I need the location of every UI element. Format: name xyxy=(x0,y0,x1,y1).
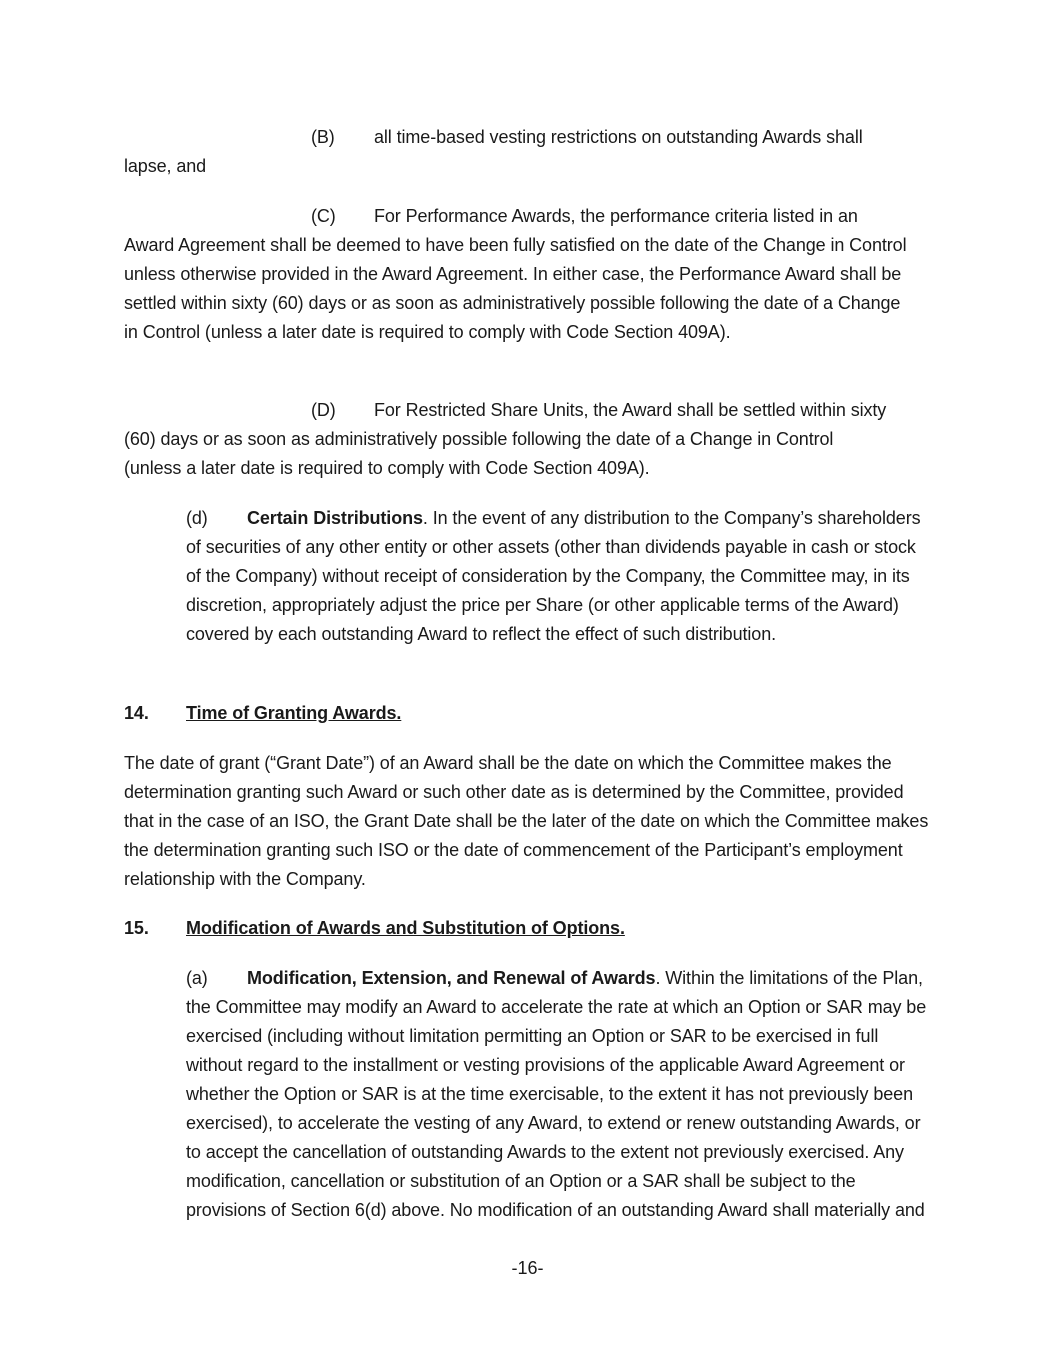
section-15-number: 15. xyxy=(124,918,149,938)
page-number: -16- xyxy=(511,1258,544,1278)
item-d-label: (d) xyxy=(186,508,208,528)
section-14-heading xyxy=(124,699,934,728)
section-15-a-title: Modification, Extension, and Renewal of Awards xyxy=(247,968,656,988)
item-d-title: Certain Distributions xyxy=(247,508,423,528)
item-C-label: (C) xyxy=(311,206,336,226)
section-15-heading xyxy=(124,914,934,943)
item-D-continuation: (60) days or as soon as administratively possible following the date of a Change in Control (unless a later date is required to comply with Code Section 409A). xyxy=(124,429,834,478)
item-D-label: (D) xyxy=(311,400,336,420)
item-C-continuation: Award Agreement shall be deemed to have been fully satisfied on the date of the Change in Control unless otherwise provided in the Award Agreement. In either case, the Performance Award shall be settled within sixty (60) days or as soon as administratively possible following the date of a Change in Control (unless a later date is required to comply with Code Section 409A). xyxy=(124,235,907,342)
item-B-continuation: lapse, and xyxy=(124,156,207,176)
item-D-text: For Restricted Share Units, the Award shall be settled within sixty xyxy=(374,400,887,420)
item-d-certain-distributions xyxy=(124,504,934,649)
item-d-text: . In the event of any distribution to the Company’s shareholders of securities of any other entity or other assets (other than dividends payable in cash or stock of the Company) without receipt of consideration by the Company, the Committee may, in its discretion, appropriately adjust the price per Share (or other applicable terms of the Award) covered by each outstanding Award to reflect the effect of such distribution. xyxy=(186,508,921,644)
section-14-body: The date of grant (“Grant Date”) of an Award shall be the date on which the Committee makes the determination granting such Award or such other date as is determined by the Committee, provided that in the case of an ISO, the Grant Date shall be the later of the date on which the Committee makes the determination granting such ISO or the date of commencement of the Participant’s employment relationship with the Company. xyxy=(124,753,929,889)
section-15-item-a xyxy=(124,964,934,1225)
item-B-label: (B) xyxy=(311,127,335,147)
section-15-a-text: . Within the limitations of the Plan, the Committee may modify an Award to accelerate the rate at which an Option or SAR may be exercised (including without limitation permitting an Option or SAR to be exercised in full without regard to the installment or vesting provisions of the applicable Award Agreement or whether the Option or SAR is at the time exercisable, to the extent it has not previously been exercised), to accelerate the vesting of any Award, to extend or renew outstanding Awards, or to accept the cancellation of outstanding Awards to the extent not previously exercised. Any modification, cancellation or substitution of an Option or a SAR shall be subject to the provisions of Section 6(d) above. No modification of an outstanding Award shall materially and xyxy=(186,968,927,1220)
item-D xyxy=(124,396,934,483)
section-15-title: Modification of Awards and Substitution of Options. xyxy=(186,918,625,938)
item-C-text: For Performance Awards, the performance criteria listed in an xyxy=(374,206,858,226)
section-14-number: 14. xyxy=(124,703,149,723)
item-C xyxy=(124,202,934,347)
item-B-text: all time-based vesting restrictions on outstanding Awards shall xyxy=(374,127,863,147)
section-14-title: Time of Granting Awards. xyxy=(186,703,402,723)
item-B xyxy=(124,123,934,181)
section-15-a-label: (a) xyxy=(186,968,208,988)
